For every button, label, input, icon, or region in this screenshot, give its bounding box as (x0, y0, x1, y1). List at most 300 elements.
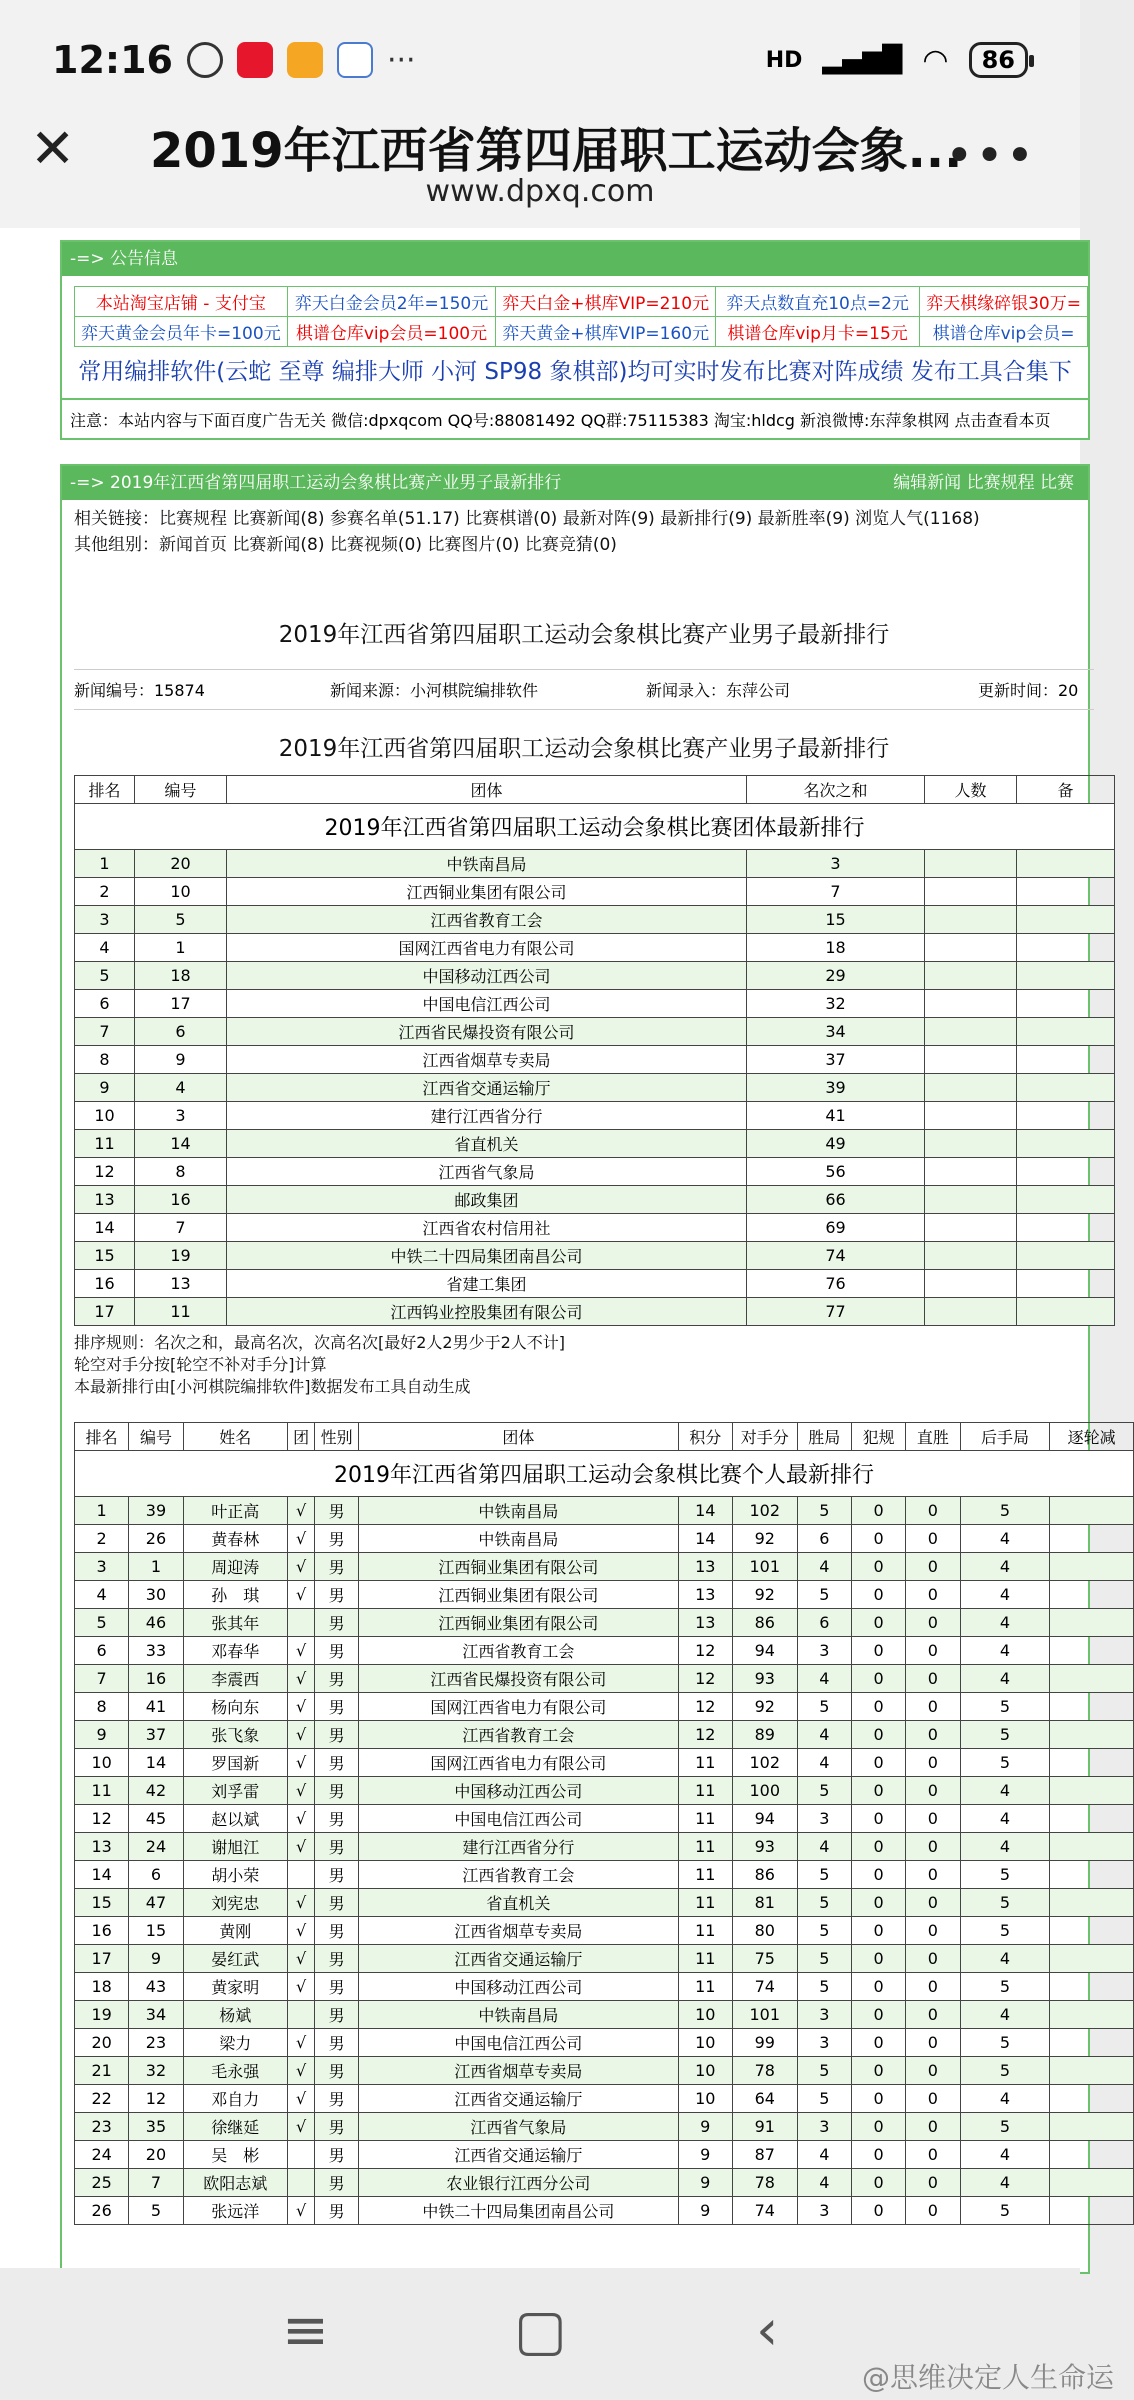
browser-title-bar (0, 100, 1080, 228)
table-cell (1017, 1186, 1115, 1214)
table-cell: 11 (678, 1889, 732, 1917)
table-cell (1050, 2141, 1134, 2169)
table-cell: 25 (75, 2169, 129, 2197)
table-cell: 12 (129, 2085, 183, 2113)
table-cell (925, 1186, 1017, 1214)
table-row (75, 2085, 1134, 2113)
table-cell: 男 (315, 2141, 359, 2169)
table-row (75, 1186, 1115, 1214)
ad-link[interactable]: 弈天黄金会员年卡=100元 (75, 317, 288, 347)
table-cell: 7 (135, 1214, 227, 1242)
table-cell: 0 (851, 1693, 905, 1721)
table-row (75, 1609, 1134, 1637)
table-cell: 26 (75, 2197, 129, 2225)
table-cell: √ (288, 2197, 315, 2225)
table-cell (925, 1270, 1017, 1298)
table-cell: 4 (960, 1581, 1050, 1609)
table-cell: 0 (851, 1525, 905, 1553)
table-cell: 10 (678, 2001, 732, 2029)
ad-link[interactable]: 棋谱仓库vip月卡=15元 (716, 317, 920, 347)
table-row (75, 1777, 1134, 1805)
table-cell: 罗国新 (183, 1749, 287, 1777)
table-cell: 男 (315, 1553, 359, 1581)
table-cell: 男 (315, 1693, 359, 1721)
table-cell: 6 (135, 1018, 227, 1046)
table-cell: 9 (75, 1721, 129, 1749)
table-row (75, 1973, 1134, 2001)
table-cell: 91 (732, 2113, 797, 2141)
table-cell: 39 (747, 1074, 925, 1102)
table-cell: 0 (851, 2001, 905, 2029)
table-cell: 男 (315, 1889, 359, 1917)
table-cell: 0 (851, 1553, 905, 1581)
table-cell: 5 (960, 2113, 1050, 2141)
table-cell: 国网江西省电力有限公司 (359, 1749, 679, 1777)
wifi-icon: ◠ (922, 42, 949, 78)
table-cell (1017, 1242, 1115, 1270)
table-cell: 5 (797, 1497, 851, 1525)
table-cell (1050, 1861, 1134, 1889)
table-cell (288, 2141, 315, 2169)
player-col-header: 胜局 (797, 1423, 851, 1451)
notes-icon (287, 42, 323, 78)
table-row (75, 1214, 1115, 1242)
table-cell: 16 (75, 1917, 129, 1945)
table-cell: 2 (75, 1525, 129, 1553)
home-icon[interactable]: ▢ (514, 2298, 567, 2363)
team-col-header: 备 (1017, 776, 1115, 804)
table-cell: 0 (906, 2113, 960, 2141)
table-cell (925, 1074, 1017, 1102)
table-cell: 0 (906, 2029, 960, 2057)
table-cell: 5 (75, 1609, 129, 1637)
table-cell: √ (288, 1973, 315, 2001)
table-cell: 0 (906, 2085, 960, 2113)
table-cell (1017, 934, 1115, 962)
table-cell (925, 906, 1017, 934)
more-notifications-icon: ··· (386, 42, 416, 78)
table-row (75, 1046, 1115, 1074)
table-cell: √ (288, 1917, 315, 1945)
table-cell: 0 (851, 1973, 905, 2001)
table-cell (1017, 962, 1115, 990)
table-cell: 4 (960, 1833, 1050, 1861)
table-cell: 3 (75, 906, 135, 934)
table-cell (925, 934, 1017, 962)
table-cell: 102 (732, 1497, 797, 1525)
table-cell (1050, 1581, 1134, 1609)
table-cell: 21 (75, 2057, 129, 2085)
table-cell: 11 (678, 1777, 732, 1805)
table-cell: 11 (678, 1805, 732, 1833)
table-cell: 89 (732, 1721, 797, 1749)
table-cell: 92 (732, 1581, 797, 1609)
table-cell: 男 (315, 1721, 359, 1749)
table-cell: 中铁南昌局 (359, 1525, 679, 1553)
table-cell (1050, 1805, 1134, 1833)
table-cell (1017, 1018, 1115, 1046)
table-cell (288, 2001, 315, 2029)
table-cell: 20 (129, 2141, 183, 2169)
software-link[interactable]: 常用编排软件(云蛇 至尊 编排大师 小河 SP98 象棋部)均可实时发布比赛对阵成绩 发布工具合集下 (78, 359, 1072, 385)
table-cell: √ (288, 2029, 315, 2057)
signal-icon: HD (765, 47, 803, 73)
table-cell: 92 (732, 1693, 797, 1721)
player-col-header: 性别 (315, 1423, 359, 1451)
table-cell: 4 (960, 1777, 1050, 1805)
ad-link[interactable]: 弈天白金+棋库VIP=210元 (496, 287, 716, 317)
table-cell: 75 (732, 1945, 797, 1973)
close-icon[interactable]: ✕ (30, 117, 76, 180)
web-content[interactable] (0, 228, 1116, 2268)
table-cell: 中铁二十四局集团南昌公司 (359, 2197, 679, 2225)
table-cell: 13 (75, 1833, 129, 1861)
table-cell: 15 (75, 1889, 129, 1917)
other-groups-line[interactable]: 其他组别：新闻首页 比赛新闻(8) 比赛视频(0) 比赛图片(0) 比赛竞猜(0) (74, 535, 617, 555)
calendar-icon (337, 42, 373, 78)
table-cell: 0 (851, 1721, 905, 1749)
table-cell: 20 (75, 2029, 129, 2057)
table-cell: 男 (315, 2197, 359, 2225)
more-menu-icon[interactable]: ••• (945, 128, 1036, 184)
table-cell: √ (288, 1833, 315, 1861)
table-cell: 张其年 (183, 1609, 287, 1637)
table-cell: 0 (851, 2141, 905, 2169)
table-cell (1017, 1298, 1115, 1326)
table-row (75, 934, 1115, 962)
table-cell (1050, 1553, 1134, 1581)
table-cell: 18 (75, 1973, 129, 2001)
table-cell (1050, 2169, 1134, 2197)
table-cell: 24 (129, 1833, 183, 1861)
table-cell: 9 (678, 2169, 732, 2197)
table-cell: 刘宪忠 (183, 1889, 287, 1917)
table-cell: 10 (678, 2057, 732, 2085)
table-cell: 江西省农村信用社 (227, 1214, 747, 1242)
table-cell: 46 (129, 1609, 183, 1637)
battery-icon: 86 (969, 42, 1028, 78)
table-cell: 101 (732, 2001, 797, 2029)
table-row (75, 1242, 1115, 1270)
table-cell: 11 (678, 1833, 732, 1861)
article-header-title: -=> 2019年江西省第四届职工运动会象棋比赛产业男子最新排行 (70, 473, 562, 493)
table-cell (925, 962, 1017, 990)
table-cell: 男 (315, 2085, 359, 2113)
table-cell: 徐继延 (183, 2113, 287, 2141)
table-cell: 3 (797, 2001, 851, 2029)
table-cell: 7 (129, 2169, 183, 2197)
table-cell: 3 (797, 2113, 851, 2141)
table-cell: 66 (747, 1186, 925, 1214)
table-row (75, 1130, 1115, 1158)
notification-icons (187, 42, 416, 78)
table-cell: 3 (797, 2197, 851, 2225)
table-cell (925, 1102, 1017, 1130)
table-cell: 男 (315, 1917, 359, 1945)
table-cell: 0 (851, 2057, 905, 2085)
ad-link[interactable]: 本站淘宝店铺 - 支付宝 (75, 287, 288, 317)
table-cell: 5 (960, 2057, 1050, 2085)
table-cell: 4 (797, 1665, 851, 1693)
table-cell: 13 (678, 1609, 732, 1637)
related-links-line[interactable]: 相关链接：比赛规程 比赛新闻(8) 参赛名单(51.17) 比赛棋谱(0) 最新对阵(9) 最新排行(9) 最新胜率(9) 浏览人气(1168) (74, 509, 980, 529)
table-cell (1017, 1130, 1115, 1158)
table-cell: 4 (960, 2169, 1050, 2197)
page-title: 2019年江西省第四届职工运动会象... (150, 123, 963, 179)
table-cell: 男 (315, 1945, 359, 1973)
signal-bars-icon: ▂▄▆█ (822, 45, 903, 75)
table-cell: 3 (747, 850, 925, 878)
table-cell: 0 (906, 1917, 960, 1945)
table-cell (1017, 878, 1115, 906)
table-row (75, 1270, 1115, 1298)
table-cell: 39 (129, 1497, 183, 1525)
table-cell: 邓自力 (183, 2085, 287, 2113)
table-row (75, 906, 1115, 934)
table-cell: 0 (851, 1917, 905, 1945)
table-cell: 0 (906, 1889, 960, 1917)
table-cell: 47 (129, 1889, 183, 1917)
table-cell (925, 1242, 1017, 1270)
table-cell: √ (288, 1945, 315, 1973)
table-cell: 江西省烟草专卖局 (359, 2057, 679, 2085)
table-cell: 81 (732, 1889, 797, 1917)
table-cell: 4 (75, 1581, 129, 1609)
table-cell: 5 (960, 2029, 1050, 2057)
table-cell: 0 (906, 2141, 960, 2169)
table-cell: 男 (315, 1777, 359, 1805)
table-cell: √ (288, 1497, 315, 1525)
table-cell: 4 (960, 2085, 1050, 2113)
table-cell: 1 (75, 1497, 129, 1525)
table-cell (1050, 1973, 1134, 2001)
table-cell: 26 (129, 1525, 183, 1553)
table-cell: 5 (960, 1693, 1050, 1721)
table-cell: 0 (851, 2197, 905, 2225)
table-cell: 4 (960, 2001, 1050, 2029)
table-cell: 黄春林 (183, 1525, 287, 1553)
table-cell: 4 (960, 1665, 1050, 1693)
table-cell: 6 (129, 1861, 183, 1889)
table-cell: 0 (851, 1861, 905, 1889)
table-cell: 中国电信江西公司 (227, 990, 747, 1018)
team-col-header: 人数 (925, 776, 1017, 804)
table-cell: 0 (906, 1777, 960, 1805)
table-cell (1050, 1609, 1134, 1637)
table-cell: 江西省交通运输厅 (227, 1074, 747, 1102)
notice-text: 注意：本站内容与下面百度广告无关 微信:dpxqcom QQ号:88081492 QQ群:75115383 淘宝:hldcg 新浪微博:东萍象棋网 点击查看本页 (62, 398, 1088, 439)
table-cell: 0 (851, 1581, 905, 1609)
player-col-header: 积分 (678, 1423, 732, 1451)
table-cell: 29 (747, 962, 925, 990)
table-cell: 省直机关 (359, 1889, 679, 1917)
table-cell: 李震西 (183, 1665, 287, 1693)
table-cell: 0 (851, 1749, 905, 1777)
table-cell: 16 (135, 1186, 227, 1214)
table-cell: 19 (135, 1242, 227, 1270)
table-cell: 省建工集团 (227, 1270, 747, 1298)
table-cell: 0 (906, 1609, 960, 1637)
table-cell: 43 (129, 1973, 183, 2001)
table-cell: 5 (75, 962, 135, 990)
table-cell: 13 (75, 1186, 135, 1214)
table-cell: 101 (732, 1553, 797, 1581)
table-cell: 5 (960, 1917, 1050, 1945)
table-cell: 0 (906, 2057, 960, 2085)
table-cell: 0 (906, 1497, 960, 1525)
table-cell: 3 (797, 2029, 851, 2057)
ad-link[interactable]: 弈天点数直充10点=2元 (716, 287, 920, 317)
table-cell: 男 (315, 1749, 359, 1777)
table-cell: 77 (747, 1298, 925, 1326)
table-cell: 87 (732, 2141, 797, 2169)
table-cell: 5 (129, 2197, 183, 2225)
ad-links-table (74, 286, 1088, 347)
table-cell: 16 (129, 1665, 183, 1693)
team-col-header: 名次之和 (747, 776, 925, 804)
table-cell (925, 850, 1017, 878)
ad-link[interactable]: 弈天棋缘碎银30万= (920, 287, 1088, 317)
table-row (75, 1525, 1134, 1553)
table-cell: 9 (75, 1074, 135, 1102)
player-col-header: 姓名 (183, 1423, 287, 1451)
table-cell: 19 (75, 2001, 129, 2029)
table-cell: √ (288, 1889, 315, 1917)
table-cell: 94 (732, 1637, 797, 1665)
table-cell: 0 (851, 1889, 905, 1917)
ad-link[interactable]: 棋谱仓库vip会员= (920, 317, 1088, 347)
table-cell: 4 (960, 1637, 1050, 1665)
table-cell (925, 990, 1017, 1018)
table-cell: 张飞象 (183, 1721, 287, 1749)
table-cell: 1 (75, 850, 135, 878)
table-cell: 6 (797, 1525, 851, 1553)
table-cell: 4 (797, 2169, 851, 2197)
table-cell: 0 (851, 1833, 905, 1861)
ad-link[interactable]: 弈天白金会员2年=150元 (287, 287, 496, 317)
ad-link[interactable]: 弈天黄金+棋库VIP=160元 (496, 317, 716, 347)
table-row (75, 1637, 1134, 1665)
table-cell: 17 (135, 990, 227, 1018)
table-cell: 74 (732, 2197, 797, 2225)
article-subtitle: 2019年江西省第四届职工运动会象棋比赛产业男子最新排行 (278, 736, 890, 762)
table-cell: 18 (747, 934, 925, 962)
table-cell: 74 (732, 1973, 797, 2001)
table-cell: 吴 彬 (183, 2141, 287, 2169)
table-cell: 64 (732, 2085, 797, 2113)
table-cell: 江西省交通运输厅 (359, 2085, 679, 2113)
table-cell: 8 (135, 1158, 227, 1186)
table-cell: 92 (732, 1525, 797, 1553)
ad-link[interactable]: 棋谱仓库vip会员=100元 (287, 317, 496, 347)
article-header (62, 466, 1088, 500)
team-table-caption: 2019年江西省第四届职工运动会象棋比赛团体最新排行 (75, 804, 1115, 850)
table-cell: 99 (732, 2029, 797, 2057)
table-row (75, 1158, 1115, 1186)
table-cell: 江西铜业集团有限公司 (359, 1553, 679, 1581)
table-cell: 杨向东 (183, 1693, 287, 1721)
page-url[interactable]: www.dpxq.com (425, 174, 655, 209)
table-cell (1050, 1749, 1134, 1777)
table-cell: 胡小荣 (183, 1861, 287, 1889)
table-cell: 2 (75, 878, 135, 906)
table-cell: 14 (75, 1214, 135, 1242)
table-cell: 16 (75, 1270, 135, 1298)
article-meta (74, 669, 1094, 710)
table-cell (925, 1298, 1017, 1326)
table-cell: 80 (732, 1917, 797, 1945)
table-cell: 4 (135, 1074, 227, 1102)
table-cell: 23 (75, 2113, 129, 2141)
table-cell: 12 (678, 1665, 732, 1693)
table-cell: √ (288, 1749, 315, 1777)
menu-icon[interactable]: ≡ (282, 2298, 329, 2363)
table-cell: 4 (75, 934, 135, 962)
table-cell (1017, 1046, 1115, 1074)
table-cell: 14 (135, 1130, 227, 1158)
table-cell (1050, 1889, 1134, 1917)
table-cell: 0 (906, 1973, 960, 2001)
rule-line: 排序规则：名次之和，最高名次，次高名次[最好2人2男少于2人不计] (74, 1333, 566, 1352)
player-col-header: 逐轮减 (1050, 1423, 1134, 1451)
table-cell: 6 (797, 1609, 851, 1637)
table-cell (1017, 1270, 1115, 1298)
table-cell: 农业银行江西分公司 (359, 2169, 679, 2197)
table-cell: 93 (732, 1665, 797, 1693)
table-cell: 42 (129, 1777, 183, 1805)
table-row (75, 1721, 1134, 1749)
back-icon[interactable]: ‹ (756, 2298, 779, 2363)
table-cell (925, 1158, 1017, 1186)
article-title: 2019年江西省第四届职工运动会象棋比赛产业男子最新排行 (278, 622, 890, 648)
table-cell: 3 (135, 1102, 227, 1130)
team-ranking-table (74, 775, 1115, 1326)
table-cell: 5 (797, 1861, 851, 1889)
table-cell: 35 (129, 2113, 183, 2141)
table-row (75, 962, 1115, 990)
table-cell: 0 (906, 1581, 960, 1609)
table-cell: 5 (135, 906, 227, 934)
table-cell: 5 (797, 1693, 851, 1721)
table-cell (1017, 990, 1115, 1018)
table-cell: 4 (960, 1553, 1050, 1581)
table-cell: 国网江西省电力有限公司 (359, 1693, 679, 1721)
table-cell: 11 (75, 1130, 135, 1158)
article-header-links[interactable]: 编辑新闻 比赛规程 比赛 (893, 473, 1074, 493)
table-cell: 黄刚 (183, 1917, 287, 1945)
table-cell: 0 (906, 1665, 960, 1693)
table-cell: 男 (315, 1833, 359, 1861)
table-cell (925, 1214, 1017, 1242)
news-source: 新闻来源：小河棋院编排软件 (330, 681, 539, 700)
table-cell: 江西省教育工会 (227, 906, 747, 934)
table-cell: 中国移动江西公司 (227, 962, 747, 990)
table-cell: √ (288, 1721, 315, 1749)
table-cell: 5 (960, 1889, 1050, 1917)
table-cell: 0 (906, 1637, 960, 1665)
table-cell: 0 (906, 2197, 960, 2225)
table-cell (1050, 1721, 1134, 1749)
table-cell (1050, 2113, 1134, 2141)
table-row (75, 1298, 1115, 1326)
table-cell: 4 (960, 1945, 1050, 1973)
table-cell: 18 (135, 962, 227, 990)
table-cell: 0 (851, 2029, 905, 2057)
table-cell: 7 (747, 878, 925, 906)
table-cell: 12 (75, 1158, 135, 1186)
table-cell (925, 1046, 1017, 1074)
news-id: 新闻编号：15874 (74, 681, 205, 700)
